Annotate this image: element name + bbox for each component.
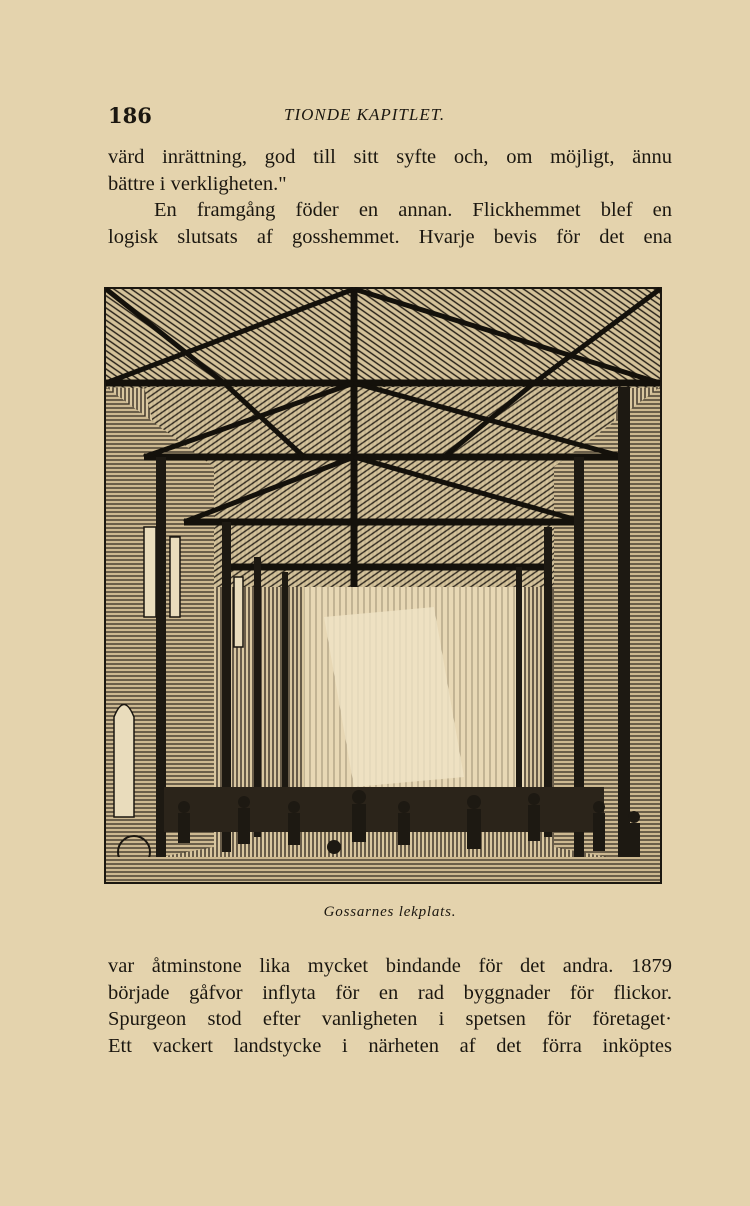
text-line: Spurgeon stod efter vanligheten i spetsen för företaget·: [108, 1008, 672, 1030]
top-paragraph: [108, 144, 672, 250]
text-line: logisk slutsats af gosshemmet. Hvarje bevis för det ena: [108, 225, 672, 248]
text-line: började gåfvor inflyta för en rad byggnader för flickor.: [108, 981, 672, 1004]
page-number: 186: [108, 103, 152, 128]
engraving-illustration: [104, 287, 662, 884]
bottom-paragraph: [108, 953, 672, 1059]
text-line: var åtminstone lika mycket bindande för det andra. 1879: [108, 955, 672, 977]
text-line: värd inrättning, god till sitt syfte och, om möjligt, ännu: [108, 146, 672, 168]
text-line: Ett vackert landstycke i närheten af det förra inköptes: [108, 1034, 672, 1057]
figure-caption: Gossarnes lekplats.: [323, 904, 457, 920]
running-head: TIONDE KAPITLET.: [284, 105, 446, 124]
hall-engraving: [104, 287, 662, 884]
page-header: [108, 103, 668, 133]
text-line: En framgång föder en annan. Flickhemmet blef en: [154, 199, 672, 221]
text-line: bättre i verkligheten.": [108, 172, 287, 195]
